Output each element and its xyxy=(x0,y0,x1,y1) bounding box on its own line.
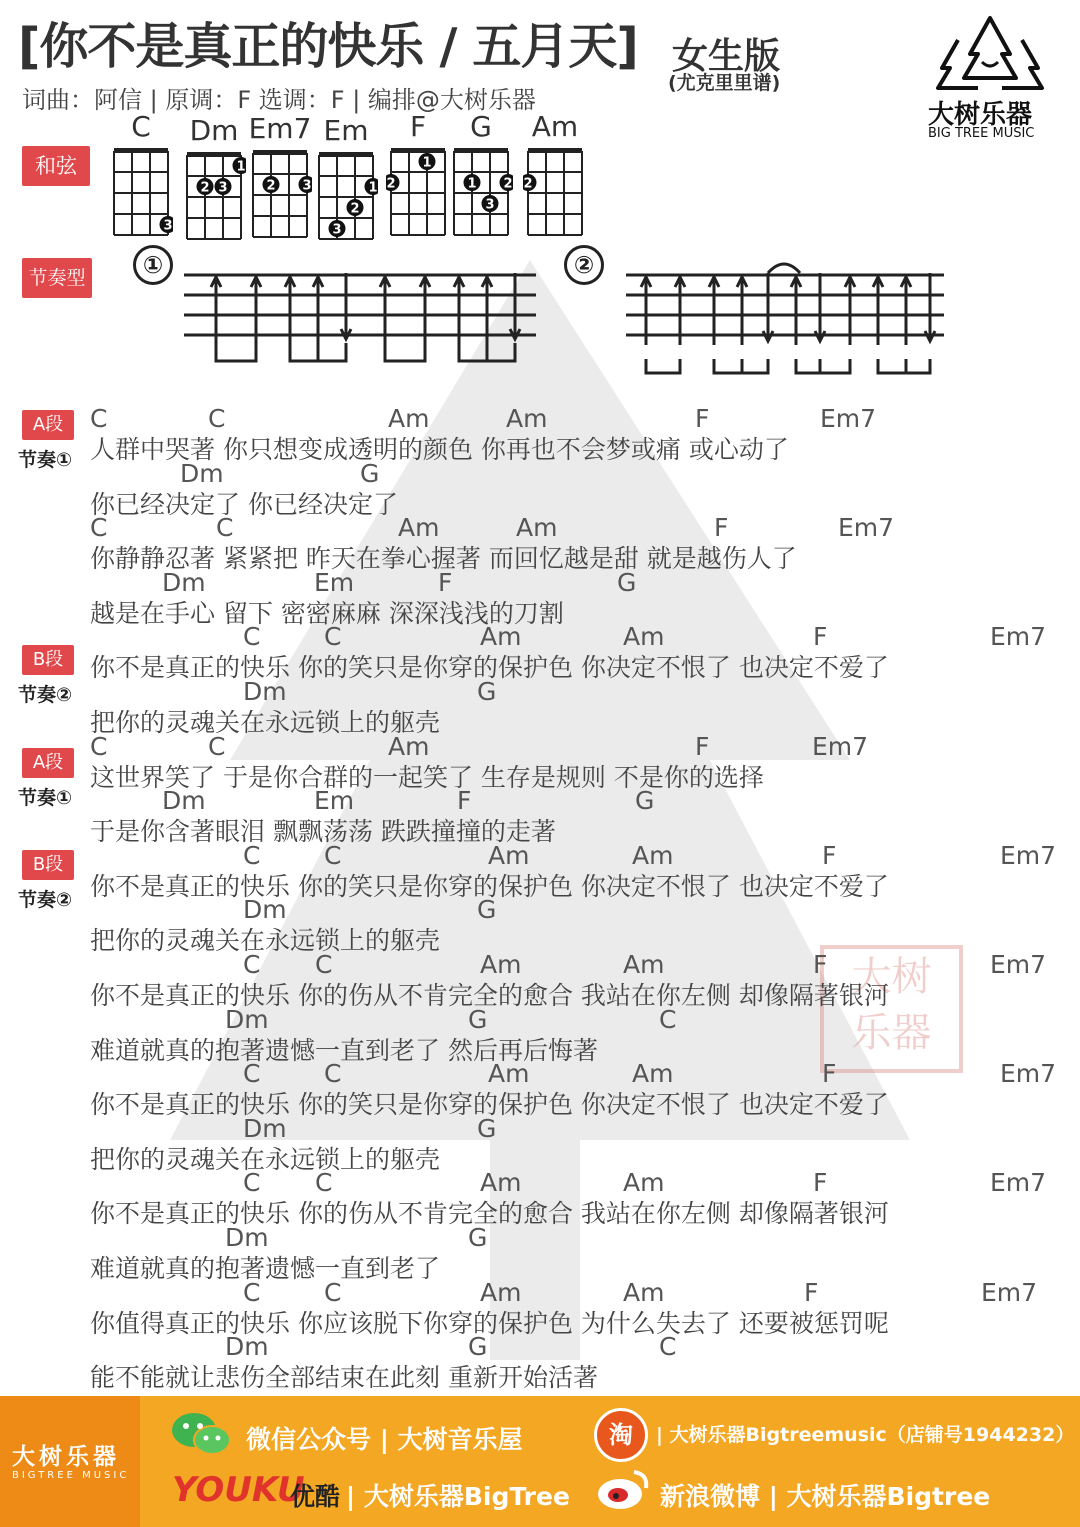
chord-label: C xyxy=(315,1168,333,1198)
finger-number: 1 xyxy=(368,180,378,196)
lyric-line: 越是在手心 留下 密密麻麻 深深浅浅的刀割 xyxy=(90,598,564,628)
finger-number: 2 xyxy=(200,180,210,196)
chord-label: Am xyxy=(388,731,430,761)
chord-label: F xyxy=(457,786,472,816)
section-rhythm-label: 节奏② xyxy=(18,889,73,911)
chord-label: Em xyxy=(314,786,355,816)
section-rhythm-label: 节奏① xyxy=(18,787,73,809)
chord-label: G xyxy=(635,786,655,816)
chord-label: G xyxy=(477,1113,497,1143)
chord-label: Em7 xyxy=(990,622,1047,652)
chord-label: Am xyxy=(623,622,665,652)
lyric-line: 把你的灵魂关在永远锁上的躯壳 xyxy=(90,708,441,737)
section-tag: B段 xyxy=(22,645,74,675)
finger-number: 1 xyxy=(236,159,246,175)
tree-logo-icon xyxy=(920,14,1060,96)
logo-brand-name: 大树乐器 xyxy=(928,100,1033,130)
finger-number: 3 xyxy=(485,197,495,213)
chord-label: C xyxy=(216,513,234,543)
lyric-line: 人群中哭著 你只想变成透明的颜色 你再也不会梦或痛 或心动了 xyxy=(90,435,789,464)
chord-label: Am xyxy=(488,1059,530,1089)
chord-label: Am xyxy=(480,950,522,979)
chord-label: F xyxy=(813,622,828,652)
chord-label: C xyxy=(208,404,226,433)
finger-number: 2 xyxy=(523,176,533,192)
chord-label: G xyxy=(468,1332,488,1362)
chord-label: G xyxy=(468,1004,488,1034)
chord-label: F xyxy=(813,1168,828,1198)
rhythm-pattern-1 xyxy=(180,265,540,370)
lyric-line: 你不是真正的快乐 你的笑只是你穿的保护色 你决定不恨了 也决定不爱了 xyxy=(90,871,889,901)
lyric-line: 能不能就让悲伤全部结束在此刻 重新开始活著 xyxy=(90,1363,598,1393)
lyric-line: 你值得真正的快乐 你应该脱下你穿的保护色 为什么失去了 还要被惩罚呢 xyxy=(90,1308,889,1338)
section-tag: A段 xyxy=(22,410,74,440)
chord-label: G xyxy=(477,677,497,706)
chord-label: F xyxy=(822,840,837,870)
chord-label: Am xyxy=(398,513,440,543)
chord-label: C xyxy=(90,731,108,761)
lyric-line: 把你的灵魂关在永远锁上的躯壳 xyxy=(90,926,441,956)
finger-number: 2 xyxy=(266,178,276,194)
chords-tag: 和弦 xyxy=(22,146,90,186)
lyric-line: 把你的灵魂关在永远锁上的躯壳 xyxy=(90,1144,441,1174)
chord-label: C xyxy=(90,513,108,543)
chord-label: Dm xyxy=(225,1004,269,1034)
chord-label: Am xyxy=(480,1277,522,1307)
chord-label: C xyxy=(208,731,226,761)
chord-label: F xyxy=(813,950,828,979)
lyric-line: 你不是真正的快乐 你的笑只是你穿的保护色 你决定不恨了 也决定不爱了 xyxy=(90,653,889,683)
chord-label: Am xyxy=(623,1277,665,1307)
taobao-shop-text: | 大树乐器Bigtreemusic（店铺号1944232） xyxy=(656,1424,1075,1446)
chord-diagram-em7 xyxy=(248,150,312,241)
section-tag: A段 xyxy=(22,748,74,778)
rhythm-1-marker: ① xyxy=(133,245,173,285)
finger-number: 2 xyxy=(503,176,513,192)
chord-name-2: Em7 xyxy=(248,112,312,145)
finger-number: 2 xyxy=(386,176,396,192)
chord-label: F xyxy=(695,404,710,433)
footer-brand-name: 大树乐器 xyxy=(12,1444,120,1470)
weibo-icon xyxy=(594,1466,652,1512)
chord-label: Em7 xyxy=(981,1277,1038,1307)
chord-label: Am xyxy=(480,1168,522,1198)
chord-label: C xyxy=(315,950,333,979)
chord-name-1: Dm xyxy=(189,114,239,147)
chord-name-0: C xyxy=(131,110,151,143)
chord-label: F xyxy=(714,513,729,543)
logo-brand-english: BIG TREE MUSIC xyxy=(928,126,1035,141)
footer-brand-english: BIGTREE MUSIC xyxy=(12,1470,130,1481)
chord-label: F xyxy=(822,1059,837,1089)
chord-label: Dm xyxy=(243,677,287,706)
chord-label: Em7 xyxy=(990,1168,1047,1198)
chord-label: Em7 xyxy=(990,950,1047,979)
chord-label: Em7 xyxy=(820,404,877,433)
chord-label: C xyxy=(324,1059,342,1089)
chord-name-3: Em xyxy=(323,114,369,147)
chord-label: G xyxy=(617,567,637,597)
chord-label: Dm xyxy=(180,458,224,488)
chord-diagram-am xyxy=(523,148,587,239)
lyric-line: 这世界笑了 于是你合群的一起笑了 生存是规则 不是你的选择 xyxy=(90,762,764,792)
chord-label: C xyxy=(324,622,342,652)
lyric-line: 你不是真正的快乐 你的伤从不肯完全的愈合 我站在你左侧 却像隔著银河 xyxy=(90,981,889,1010)
chord-label: C xyxy=(90,404,108,433)
chord-label: C xyxy=(243,1059,261,1089)
lyric-line: 你不是真正的快乐 你的笑只是你穿的保护色 你决定不恨了 也决定不爱了 xyxy=(90,1090,889,1120)
chord-label: Dm xyxy=(162,567,206,597)
chord-label: Am xyxy=(623,950,665,979)
chord-label: C xyxy=(324,840,342,870)
rhythm-2-marker: ② xyxy=(564,245,604,285)
chord-label: C xyxy=(243,1277,261,1307)
section-rhythm-label: 节奏② xyxy=(18,684,73,706)
chord-label: Am xyxy=(480,622,522,652)
chord-label: C xyxy=(243,622,261,652)
sheet-type-label: (尤克里里谱) xyxy=(668,72,781,94)
chord-label: Dm xyxy=(225,1332,269,1362)
finger-number: 3 xyxy=(302,178,312,194)
song-title: [你不是真正的快乐 / 五月天] xyxy=(18,18,638,75)
chord-label: Dm xyxy=(243,1113,287,1143)
chord-label: Am xyxy=(632,840,674,870)
chord-label: Am xyxy=(516,513,558,543)
chord-name-6: Am xyxy=(531,110,579,143)
finger-number: 3 xyxy=(332,222,342,238)
chord-label: Dm xyxy=(243,895,287,925)
finger-number: 1 xyxy=(422,155,432,171)
chord-label: Am xyxy=(506,404,548,433)
chord-diagram-dm xyxy=(182,152,246,243)
chord-label: C xyxy=(659,1004,677,1034)
rhythm-tag: 节奏型 xyxy=(22,258,92,298)
chord-label: Em7 xyxy=(812,731,869,761)
chord-label: F xyxy=(804,1277,819,1307)
chord-diagram-f xyxy=(386,148,450,239)
rhythm-pattern-2 xyxy=(622,255,948,380)
lyric-line: 你已经决定了 你已经决定了 xyxy=(90,489,398,519)
chord-label: C xyxy=(243,1168,261,1198)
youku-account-text: | 大树乐器BigTree xyxy=(346,1482,570,1511)
chord-diagram-em xyxy=(314,152,378,243)
finger-number: 2 xyxy=(350,201,360,217)
lyric-line: 你静静忍著 紧紧把 昨天在拳心握著 而回忆越是甜 就是越伤人了 xyxy=(90,544,797,574)
section-rhythm-label: 节奏① xyxy=(18,449,73,471)
wechat-account-text: 微信公众号 | 大树音乐屋 xyxy=(246,1425,523,1454)
chord-label: Dm xyxy=(225,1223,269,1252)
chord-label: C xyxy=(243,840,261,870)
chord-label: C xyxy=(243,950,261,979)
chord-label: Em7 xyxy=(838,513,895,543)
lyric-line: 你不是真正的快乐 你的伤从不肯完全的愈合 我站在你左侧 却像隔著银河 xyxy=(90,1199,889,1229)
taobao-icon: 淘 xyxy=(594,1408,648,1462)
chord-label: C xyxy=(324,1277,342,1307)
youku-logo: YOUKU xyxy=(172,1470,305,1510)
chord-name-5: G xyxy=(470,110,492,143)
youku-cn-label: 优酷 xyxy=(290,1482,341,1511)
credits-line: 词曲：阿信 | 原调：F 选调：F | 编排@大树乐器 xyxy=(22,86,536,114)
wechat-icon xyxy=(170,1410,232,1460)
chord-label: Am xyxy=(623,1168,665,1198)
chord-label: G xyxy=(360,458,380,488)
finger-number: 3 xyxy=(163,218,173,234)
lyric-line: 于是你含著眼泪 飘飘荡荡 跌跌撞撞的走著 xyxy=(90,817,556,847)
chord-diagram-g xyxy=(449,148,513,239)
lyric-line: 难道就真的抱著遗憾一直到老了 xyxy=(90,1254,441,1283)
chord-label: Em xyxy=(314,567,355,597)
chord-label: F xyxy=(695,731,710,761)
finger-number: 1 xyxy=(467,176,477,192)
version-label: 女生版 xyxy=(672,36,781,77)
chord-label: Am xyxy=(488,840,530,870)
chord-label: Am xyxy=(632,1059,674,1089)
chord-label: Dm xyxy=(162,786,206,816)
weibo-account-text: 新浪微博 | 大树乐器Bigtree xyxy=(660,1482,991,1511)
chord-label: G xyxy=(477,895,497,925)
chord-label: Am xyxy=(388,404,430,433)
chord-name-4: F xyxy=(409,110,427,143)
lyric-line: 难道就真的抱著遗憾一直到老了 然后再后悔著 xyxy=(90,1035,598,1065)
finger-number: 3 xyxy=(218,180,228,196)
chord-label: C xyxy=(659,1332,677,1362)
chord-label: Em7 xyxy=(1000,1059,1057,1089)
chord-diagram-c xyxy=(109,148,173,239)
section-tag: B段 xyxy=(22,850,74,880)
chord-label: Em7 xyxy=(1000,840,1057,870)
chord-label: G xyxy=(468,1223,488,1252)
seal-stamp: 大树 乐器 xyxy=(820,945,963,1073)
chord-label: F xyxy=(438,567,453,597)
